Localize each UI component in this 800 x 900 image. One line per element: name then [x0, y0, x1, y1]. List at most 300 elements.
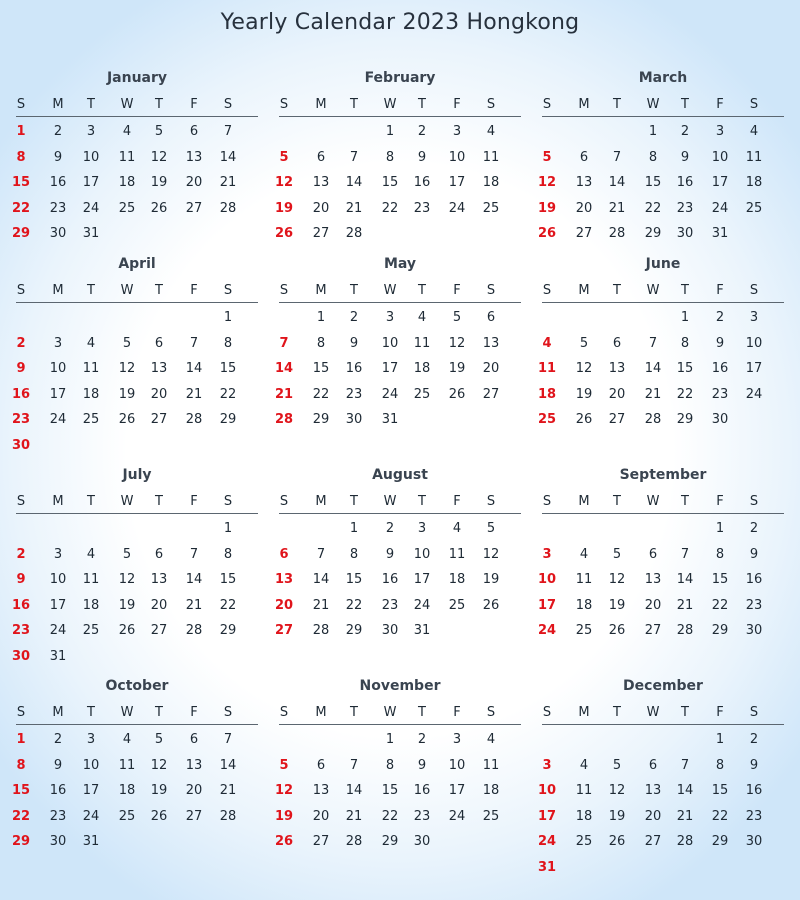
weekday-header: S: [486, 494, 496, 509]
weekday-header: M: [578, 97, 590, 112]
day-cell: 16: [11, 597, 31, 613]
day-cell: 25: [82, 412, 100, 427]
day-cell: 6: [154, 546, 164, 562]
day-cell: 20: [312, 808, 330, 824]
day-cell: 2: [53, 732, 63, 747]
day-cell: 18: [448, 572, 466, 587]
day-cell: 20: [608, 386, 626, 402]
day-cell: 24: [448, 200, 466, 216]
day-cell: 31: [537, 859, 557, 875]
day-cell: 10: [49, 572, 67, 587]
day-cell: 10: [448, 149, 466, 165]
day-cell: 29: [711, 623, 729, 638]
weekday-header: S: [223, 494, 233, 509]
week-row: [11, 593, 258, 619]
week-row: [537, 618, 784, 644]
day-cell: 14: [345, 783, 363, 798]
day-cell: 8: [385, 149, 395, 165]
week-row: [274, 618, 521, 644]
day-cell: 22: [11, 200, 31, 216]
day-cell: 17: [745, 361, 763, 376]
day-cell: 15: [676, 361, 694, 376]
day-cell: 24: [711, 200, 729, 216]
day-cell: 20: [185, 783, 203, 798]
day-cell: 29: [219, 623, 237, 638]
day-cell: 8: [223, 335, 233, 351]
weekday-header: T: [613, 97, 621, 112]
day-cell: 20: [150, 386, 168, 402]
day-cell: 8: [680, 335, 690, 351]
month-january: [11, 68, 258, 247]
weekday-header: F: [190, 705, 198, 720]
day-cell: 23: [413, 200, 431, 216]
day-cell: 31: [413, 623, 431, 638]
day-cell: 5: [154, 732, 164, 747]
day-cell: 1: [223, 521, 233, 536]
day-cell: 20: [312, 200, 330, 216]
day-cell: 12: [274, 783, 294, 798]
day-cell: 13: [150, 361, 168, 376]
day-cell: 28: [676, 834, 694, 849]
month-name: March: [638, 70, 688, 86]
week-row: [16, 516, 258, 542]
day-cell: 17: [711, 175, 729, 190]
day-cell: 27: [644, 834, 662, 849]
day-cell: 19: [482, 572, 500, 587]
weekday-header: W: [120, 283, 134, 298]
day-cell: 29: [644, 226, 662, 241]
day-cell: 7: [612, 149, 622, 165]
week-row: [542, 331, 784, 357]
weekday-header: S: [749, 494, 759, 509]
day-cell: 30: [345, 412, 363, 427]
day-cell: 19: [150, 783, 168, 798]
weekday-header: W: [120, 705, 134, 720]
day-cell: 30: [11, 648, 31, 664]
month-name: January: [106, 70, 168, 86]
day-cell: 22: [11, 808, 31, 824]
weekday-header-row: [542, 94, 784, 117]
day-cell: 15: [219, 361, 237, 376]
day-cell: 26: [537, 226, 557, 241]
week-row: [11, 170, 258, 196]
weekday-header: M: [578, 705, 590, 720]
day-cell: 27: [185, 808, 203, 824]
weekday-header-row: [16, 702, 258, 725]
week-row: [537, 829, 784, 855]
week-row: [16, 305, 258, 331]
day-cell: 21: [345, 808, 363, 824]
day-cell: 11: [537, 361, 557, 376]
day-cell: 7: [680, 546, 690, 562]
day-cell: 16: [711, 361, 729, 376]
week-row: [16, 567, 258, 593]
day-cell: 17: [448, 783, 466, 798]
weekday-header: M: [578, 283, 590, 298]
day-cell: 8: [715, 757, 725, 773]
day-cell: 3: [86, 732, 96, 747]
day-cell: 22: [312, 386, 330, 402]
week-row: [542, 305, 784, 331]
day-cell: 3: [542, 546, 552, 562]
weekday-header: M: [315, 97, 327, 112]
week-row: [11, 644, 258, 670]
day-cell: 3: [53, 335, 63, 351]
weekday-header: T: [613, 283, 621, 298]
weekday-header: S: [279, 97, 289, 112]
day-cell: 4: [122, 732, 132, 747]
weekday-header: F: [453, 705, 461, 720]
day-cell: 20: [150, 597, 168, 613]
day-cell: 27: [274, 623, 294, 638]
day-cell: 22: [711, 808, 729, 824]
day-cell: 12: [482, 546, 500, 562]
day-cell: 30: [49, 834, 67, 849]
week-row: [274, 567, 521, 593]
day-cell: 2: [749, 732, 759, 747]
day-cell: 17: [413, 572, 431, 587]
month-name: October: [105, 678, 169, 694]
day-cell: 18: [118, 783, 136, 798]
day-cell: 6: [154, 335, 164, 351]
day-cell: 27: [150, 623, 168, 638]
day-cell: 9: [53, 149, 63, 165]
day-cell: 21: [185, 386, 203, 402]
day-cell: 1: [715, 521, 725, 536]
day-cell: 27: [482, 386, 500, 402]
day-cell: 21: [676, 808, 694, 824]
day-cell: 13: [312, 783, 330, 798]
day-cell: 16: [413, 175, 431, 190]
week-row: [537, 170, 784, 196]
day-cell: 7: [279, 335, 289, 351]
day-cell: 6: [279, 546, 289, 562]
day-cell: 16: [413, 783, 431, 798]
day-cell: 14: [608, 175, 626, 190]
month-may: [274, 254, 521, 433]
day-cell: 1: [349, 521, 359, 536]
day-cell: 14: [345, 175, 363, 190]
day-cell: 19: [448, 361, 466, 376]
day-cell: 15: [11, 175, 31, 190]
day-cell: 19: [118, 597, 136, 613]
week-row: [274, 829, 521, 855]
day-cell: 26: [448, 386, 466, 402]
day-cell: 28: [312, 623, 330, 638]
day-cell: 2: [53, 124, 63, 139]
day-cell: 25: [482, 200, 500, 216]
weekday-header: F: [716, 97, 724, 112]
day-cell: 8: [16, 757, 26, 773]
day-cell: 29: [676, 412, 694, 427]
day-cell: 15: [312, 361, 330, 376]
day-cell: 4: [122, 124, 132, 139]
week-row: [279, 753, 521, 779]
weekday-header: T: [418, 97, 426, 112]
week-row: [279, 331, 521, 357]
day-cell: 12: [274, 175, 294, 190]
day-cell: 11: [448, 546, 466, 562]
week-row: [16, 753, 258, 779]
day-cell: 3: [452, 124, 462, 139]
day-cell: 13: [274, 572, 294, 587]
day-cell: 18: [482, 783, 500, 798]
weekday-header-row: [279, 94, 521, 117]
day-cell: 28: [676, 623, 694, 638]
day-cell: 3: [452, 732, 462, 747]
week-row: [537, 356, 784, 382]
day-cell: 16: [745, 783, 763, 798]
day-cell: 6: [189, 732, 199, 747]
weekday-header-row: [16, 94, 258, 117]
day-cell: 25: [575, 623, 593, 638]
day-cell: 16: [11, 386, 31, 402]
day-cell: 10: [745, 335, 763, 351]
weekday-header: S: [542, 283, 552, 298]
weekday-header: T: [155, 494, 163, 509]
day-cell: 8: [648, 149, 658, 165]
week-row: [537, 593, 784, 619]
day-cell: 18: [745, 175, 763, 190]
weekday-header: W: [120, 494, 134, 509]
weekday-header: M: [315, 705, 327, 720]
week-row: [537, 382, 784, 408]
day-cell: 20: [644, 808, 662, 824]
week-row: [274, 382, 521, 408]
weekday-header: W: [646, 97, 660, 112]
day-cell: 17: [82, 783, 100, 798]
month-march: [537, 68, 784, 247]
day-cell: 30: [11, 437, 31, 453]
weekday-header-row: [279, 491, 521, 514]
day-cell: 3: [542, 757, 552, 773]
day-cell: 22: [345, 597, 363, 613]
day-cell: 28: [219, 200, 237, 216]
week-row: [11, 778, 258, 804]
day-cell: 5: [122, 546, 132, 562]
day-cell: 6: [612, 335, 622, 351]
day-cell: 8: [715, 546, 725, 562]
day-cell: 28: [219, 808, 237, 824]
day-cell: 13: [185, 757, 203, 773]
week-row: [274, 221, 521, 247]
month-name: June: [645, 256, 681, 272]
day-cell: 19: [608, 808, 626, 824]
day-cell: 16: [676, 175, 694, 190]
day-cell: 6: [579, 149, 589, 165]
day-cell: 25: [118, 808, 136, 824]
weekday-header: T: [418, 283, 426, 298]
day-cell: 2: [715, 310, 725, 325]
day-cell: 22: [644, 200, 662, 216]
weekday-header: S: [223, 97, 233, 112]
day-cell: 12: [537, 175, 557, 190]
day-cell: 8: [316, 335, 326, 351]
day-cell: 25: [575, 834, 593, 849]
day-cell: 10: [448, 757, 466, 773]
week-row: [542, 516, 784, 542]
day-cell: 14: [312, 572, 330, 587]
month-name: August: [372, 467, 428, 483]
day-cell: 4: [749, 124, 759, 139]
day-cell: 30: [413, 834, 431, 849]
day-cell: 14: [185, 361, 203, 376]
day-cell: 29: [11, 834, 31, 849]
day-cell: 2: [417, 124, 427, 139]
day-cell: 20: [644, 597, 662, 613]
weekday-header: M: [52, 97, 64, 112]
month-july: [11, 465, 258, 669]
day-cell: 2: [417, 732, 427, 747]
day-cell: 24: [49, 412, 67, 427]
day-cell: 13: [150, 572, 168, 587]
week-row: [537, 855, 784, 881]
week-row: [274, 356, 521, 382]
day-cell: 9: [749, 757, 759, 773]
month-december: [537, 676, 784, 880]
day-cell: 19: [118, 386, 136, 402]
week-row: [16, 542, 258, 568]
day-cell: 1: [715, 732, 725, 747]
day-cell: 27: [185, 200, 203, 216]
day-cell: 5: [542, 149, 552, 165]
month-april: [11, 254, 258, 458]
week-row: [11, 618, 258, 644]
day-cell: 26: [274, 226, 294, 241]
weekday-header: F: [453, 494, 461, 509]
weekday-header: W: [646, 494, 660, 509]
weekday-header: T: [87, 494, 95, 509]
day-cell: 8: [385, 757, 395, 773]
weekday-header: M: [578, 494, 590, 509]
day-cell: 26: [118, 412, 136, 427]
week-row: [542, 119, 784, 145]
week-row: [542, 753, 784, 779]
day-cell: 1: [223, 310, 233, 325]
day-cell: 12: [608, 572, 626, 587]
weekday-header: S: [749, 705, 759, 720]
week-row: [279, 516, 521, 542]
day-cell: 17: [537, 808, 557, 824]
month-february: [274, 68, 521, 247]
weekday-header: T: [350, 97, 358, 112]
week-row: [279, 145, 521, 171]
weekday-header: F: [716, 705, 724, 720]
day-cell: 4: [452, 521, 462, 536]
day-cell: 10: [381, 335, 399, 351]
day-cell: 12: [575, 361, 593, 376]
weekday-header: F: [453, 283, 461, 298]
day-cell: 8: [16, 149, 26, 165]
day-cell: 5: [612, 546, 622, 562]
day-cell: 17: [49, 386, 67, 402]
day-cell: 23: [676, 200, 694, 216]
day-cell: 14: [274, 361, 294, 376]
day-cell: 1: [316, 310, 326, 325]
day-cell: 17: [448, 175, 466, 190]
day-cell: 18: [82, 386, 100, 402]
day-cell: 6: [648, 757, 658, 773]
day-cell: 1: [680, 310, 690, 325]
day-cell: 25: [745, 200, 763, 216]
day-cell: 1: [648, 124, 658, 139]
day-cell: 28: [345, 226, 363, 241]
month-september: [537, 465, 784, 644]
day-cell: 28: [274, 412, 294, 427]
day-cell: 12: [118, 572, 136, 587]
day-cell: 7: [223, 124, 233, 139]
week-row: [542, 727, 784, 753]
month-name: September: [619, 467, 707, 483]
day-cell: 3: [417, 521, 427, 536]
day-cell: 13: [482, 335, 500, 351]
day-cell: 16: [745, 572, 763, 587]
day-cell: 26: [608, 623, 626, 638]
week-row: [11, 196, 258, 222]
weekday-header: F: [190, 283, 198, 298]
weekday-header: M: [315, 283, 327, 298]
day-cell: 13: [644, 783, 662, 798]
weekday-header: S: [486, 283, 496, 298]
day-cell: 5: [486, 521, 496, 536]
day-cell: 15: [381, 783, 399, 798]
day-cell: 10: [711, 149, 729, 165]
day-cell: 17: [49, 597, 67, 613]
day-cell: 5: [279, 149, 289, 165]
day-cell: 26: [482, 597, 500, 613]
weekday-header: T: [613, 705, 621, 720]
day-cell: 4: [542, 335, 552, 351]
day-cell: 9: [680, 149, 690, 165]
day-cell: 15: [644, 175, 662, 190]
day-cell: 31: [82, 834, 100, 849]
day-cell: 15: [381, 175, 399, 190]
week-row: [542, 542, 784, 568]
day-cell: 24: [381, 386, 399, 402]
day-cell: 9: [749, 546, 759, 562]
day-cell: 29: [11, 226, 31, 241]
day-cell: 26: [150, 200, 168, 216]
week-row: [274, 804, 521, 830]
day-cell: 31: [711, 226, 729, 241]
day-cell: 10: [537, 783, 557, 798]
day-cell: 31: [82, 226, 100, 241]
day-cell: 23: [745, 597, 763, 613]
weekday-header: T: [350, 494, 358, 509]
weekday-header: T: [681, 97, 689, 112]
week-row: [11, 829, 258, 855]
day-cell: 23: [11, 623, 31, 638]
day-cell: 16: [49, 175, 67, 190]
day-cell: 21: [219, 783, 237, 798]
weekday-header: S: [16, 283, 26, 298]
weekday-header: T: [350, 283, 358, 298]
day-cell: 24: [448, 808, 466, 824]
day-cell: 8: [349, 546, 359, 562]
day-cell: 10: [537, 572, 557, 587]
day-cell: 23: [11, 412, 31, 427]
month-august: [274, 465, 521, 644]
day-cell: 1: [385, 124, 395, 139]
day-cell: 7: [189, 546, 199, 562]
day-cell: 25: [413, 386, 431, 402]
day-cell: 21: [644, 386, 662, 402]
day-cell: 18: [575, 597, 593, 613]
month-name: December: [623, 678, 703, 694]
day-cell: 27: [575, 226, 593, 241]
day-cell: 2: [349, 310, 359, 325]
day-cell: 11: [118, 149, 136, 165]
